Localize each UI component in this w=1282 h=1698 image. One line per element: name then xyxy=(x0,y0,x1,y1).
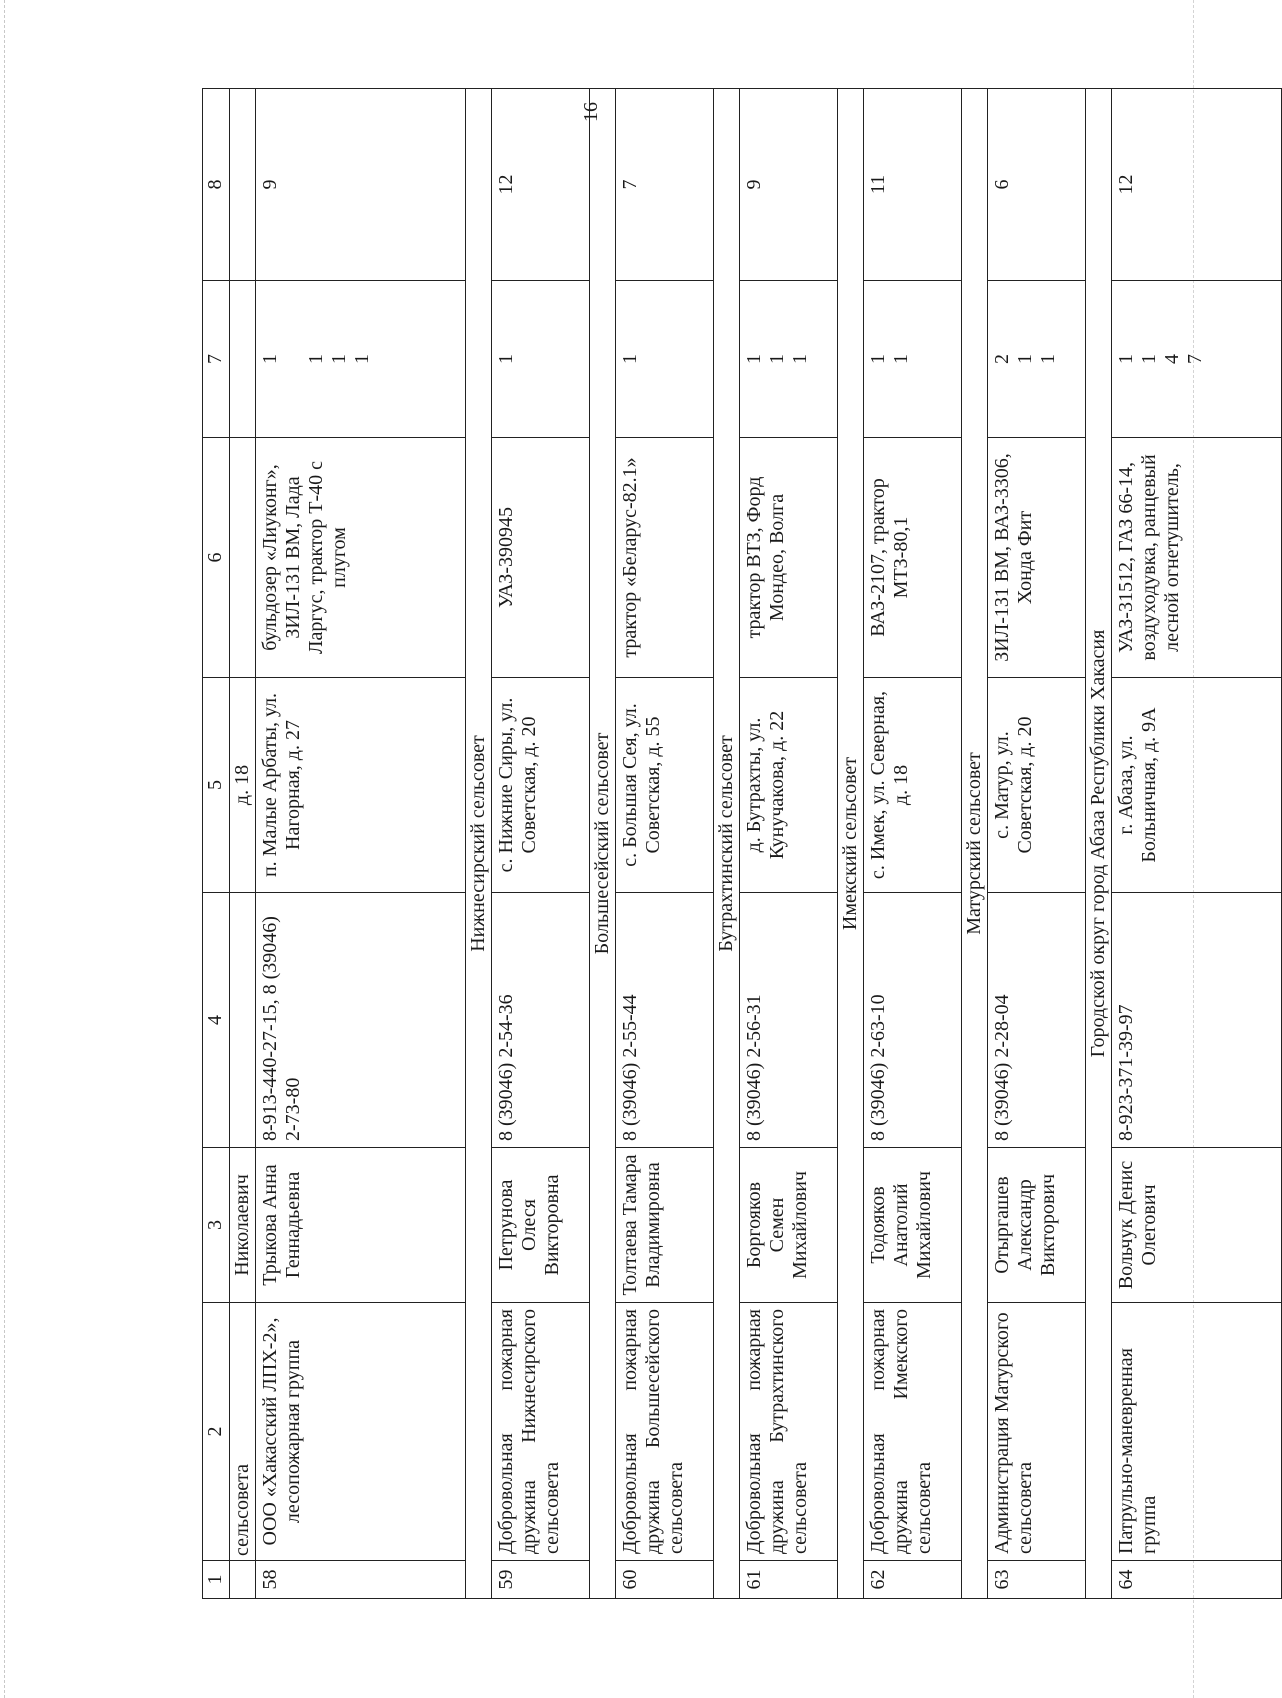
responsible-person-cell: Боргояков Семен Михайлович xyxy=(740,1148,838,1303)
row-number: 60 xyxy=(616,1561,714,1599)
equipment-count-line: 2 xyxy=(991,354,1013,364)
equipment-count-line xyxy=(282,287,305,431)
continuation-cell xyxy=(230,893,256,1148)
equipment-count-line: 1 xyxy=(259,354,281,364)
header-cell: 7 xyxy=(203,281,230,438)
equipment-count-line: 1 xyxy=(1115,354,1137,364)
equipment-count-cell xyxy=(740,281,838,438)
equipment-cell: трактор ВТЗ, Форд Мондео, Волга xyxy=(740,438,838,678)
equipment-cell: ЗИЛ-131 ВМ, ВАЗ-3306, Хонда Фит xyxy=(988,438,1086,678)
continuation-cell xyxy=(230,89,256,281)
equipment-cell: УАЗ-31512, ГАЗ 66-14, воздуходувка, ранцевый лесной огнетушитель, xyxy=(1112,438,1282,678)
section-title: Нижнесирский сельсовет xyxy=(466,89,492,1599)
equipment-count-line: 1 xyxy=(1037,354,1059,364)
section-row xyxy=(1086,89,1112,1599)
address-cell: г. Абаза, ул. Больничная, д. 9А xyxy=(1112,678,1282,893)
equipment-cell: трактор «Беларус-82.1» xyxy=(616,438,714,678)
equipment-count-line: 1 xyxy=(305,354,327,364)
staff-count-cell: 9 xyxy=(256,89,466,281)
section-title: Матурский сельсовет xyxy=(962,89,988,1599)
continuation-cell: Николаевич xyxy=(230,1148,256,1303)
phone-cell: 8-913-440-27-15, 8 (39046) 2-73-80 xyxy=(256,893,466,1148)
equipment-count-line: 1 xyxy=(1014,354,1036,364)
address-cell: с. Нижние Сиры, ул. Советская, д. 20 xyxy=(492,678,590,893)
row-number: 59 xyxy=(492,1561,590,1599)
address-cell: п. Малые Арбаты, ул. Нагорная, д. 27 xyxy=(256,678,466,893)
equipment-count-line: 1 xyxy=(328,354,350,364)
header-cell: 5 xyxy=(203,678,230,893)
equipment-count-cell xyxy=(988,281,1086,438)
staff-count-cell: 6 xyxy=(988,89,1086,281)
header-cell: 2 xyxy=(203,1303,230,1561)
table-row xyxy=(616,89,714,1599)
header-cell: 4 xyxy=(203,893,230,1148)
header-cell: 6 xyxy=(203,438,230,678)
table-row xyxy=(988,89,1086,1599)
equipment-count-line: 1 xyxy=(495,354,517,364)
section-title: Большесейский сельсовет xyxy=(590,89,616,1599)
table-header-row xyxy=(203,89,230,1599)
table-row xyxy=(740,89,838,1599)
continuation-cell xyxy=(230,438,256,678)
organization-cell: Добровольная пожарная дружина Бутрахтинского сельсовета xyxy=(740,1303,838,1561)
continuation-row xyxy=(230,89,256,1599)
organization-cell: Администрация Матурского сельсовета xyxy=(988,1303,1086,1561)
equipment-count-cell xyxy=(1112,281,1282,438)
phone-cell: 8 (39046) 2-28-04 xyxy=(988,893,1086,1148)
responsible-person-cell: Толтаева Тамара Владимировна xyxy=(616,1148,714,1303)
organization-cell: ООО «Хакасский ЛПХ-2», лесопожарная группа xyxy=(256,1303,466,1561)
continuation-cell: д. 18 xyxy=(230,678,256,893)
staff-count-cell: 12 xyxy=(1112,89,1282,281)
row-number: 62 xyxy=(864,1561,962,1599)
equipment-count-line: 7 xyxy=(1184,354,1206,364)
section-row xyxy=(590,89,616,1599)
phone-cell: 8 (39046) 2-63-10 xyxy=(864,893,962,1148)
equipment-count-line: 1 xyxy=(1138,354,1160,364)
header-cell: 3 xyxy=(203,1148,230,1303)
equipment-count-cell xyxy=(492,281,590,438)
responsible-person-cell: Тодояков Анатолий Михайлович xyxy=(864,1148,962,1303)
continuation-cell: сельсовета xyxy=(230,1303,256,1561)
equipment-count-line: 1 xyxy=(789,354,811,364)
continuation-cell xyxy=(230,281,256,438)
section-title: Городской округ город Абаза Республики Хакасия xyxy=(1086,89,1112,1599)
equipment-count-line: 1 xyxy=(743,354,765,364)
address-cell: с. Матур, ул. Советская, д. 20 xyxy=(988,678,1086,893)
equipment-count-line: 1 xyxy=(351,354,373,364)
header-cell: 8 xyxy=(203,89,230,281)
fire-brigades-table xyxy=(202,88,1282,1599)
table-row xyxy=(864,89,962,1599)
staff-count-cell: 9 xyxy=(740,89,838,281)
equipment-cell: бульдозер «Лиуконг», ЗИЛ-131 ВМ, Лада Ларгус, трактор Т-40 с плугом xyxy=(256,438,466,678)
continuation-cell xyxy=(230,1561,256,1599)
row-number: 61 xyxy=(740,1561,838,1599)
section-row xyxy=(962,89,988,1599)
section-row xyxy=(466,89,492,1599)
equipment-count-line: 1 xyxy=(890,354,912,364)
equipment-count-cell xyxy=(616,281,714,438)
organization-cell: Патрульно-маневренная группа xyxy=(1112,1303,1282,1561)
responsible-person-cell: Трыкова Анна Геннадьевна xyxy=(256,1148,466,1303)
equipment-count-cell xyxy=(256,281,466,438)
staff-count-cell: 7 xyxy=(616,89,714,281)
row-number: 64 xyxy=(1112,1561,1282,1599)
equipment-count-line: 1 xyxy=(766,354,788,364)
page-number: 16 xyxy=(580,102,602,122)
equipment-cell: ВАЗ-2107, трактор МТЗ-80,1 xyxy=(864,438,962,678)
staff-count-cell: 12 xyxy=(492,89,590,281)
equipment-count-line: 1 xyxy=(619,354,641,364)
table-row xyxy=(256,89,466,1599)
row-number: 58 xyxy=(256,1561,466,1599)
phone-cell: 8 (39046) 2-56-31 xyxy=(740,893,838,1148)
rotated-page xyxy=(125,74,1206,1624)
section-row xyxy=(838,89,864,1599)
table-row xyxy=(1112,89,1282,1599)
responsible-person-cell: Отыргашев Александр Викторович xyxy=(988,1148,1086,1303)
phone-cell: 8-923-371-39-97 xyxy=(1112,893,1282,1148)
address-cell: д. Бутрахты, ул. Кунучакова, д. 22 xyxy=(740,678,838,893)
section-title: Бутрахтинский сельсовет xyxy=(714,89,740,1599)
responsible-person-cell: Вольчук Денис Олегович xyxy=(1112,1148,1282,1303)
equipment-count-cell xyxy=(864,281,962,438)
equipment-count-line: 4 xyxy=(1161,354,1183,364)
header-cell: 1 xyxy=(203,1561,230,1599)
organization-cell: Добровольная пожарная дружина Нижнесирского сельсовета xyxy=(492,1303,590,1561)
responsible-person-cell: Петрунова Олеся Викторовна xyxy=(492,1148,590,1303)
page-edge-left xyxy=(4,0,5,1698)
row-number: 63 xyxy=(988,1561,1086,1599)
organization-cell: Добровольная пожарная дружина Имекского сельсовета xyxy=(864,1303,962,1561)
table-row xyxy=(492,89,590,1599)
table-body xyxy=(203,89,1282,1599)
equipment-cell: УАЗ-390945 xyxy=(492,438,590,678)
section-row xyxy=(714,89,740,1599)
section-title: Имекский сельсовет xyxy=(838,89,864,1599)
staff-count-cell: 11 xyxy=(864,89,962,281)
equipment-count-line: 1 xyxy=(867,354,889,364)
address-cell: с. Имек, ул. Северная, д. 18 xyxy=(864,678,962,893)
phone-cell: 8 (39046) 2-55-44 xyxy=(616,893,714,1148)
organization-cell: Добровольная пожарная дружина Большесейского сельсовета xyxy=(616,1303,714,1561)
address-cell: с. Большая Сея, ул. Советская, д. 55 xyxy=(616,678,714,893)
phone-cell: 8 (39046) 2-54-36 xyxy=(492,893,590,1148)
